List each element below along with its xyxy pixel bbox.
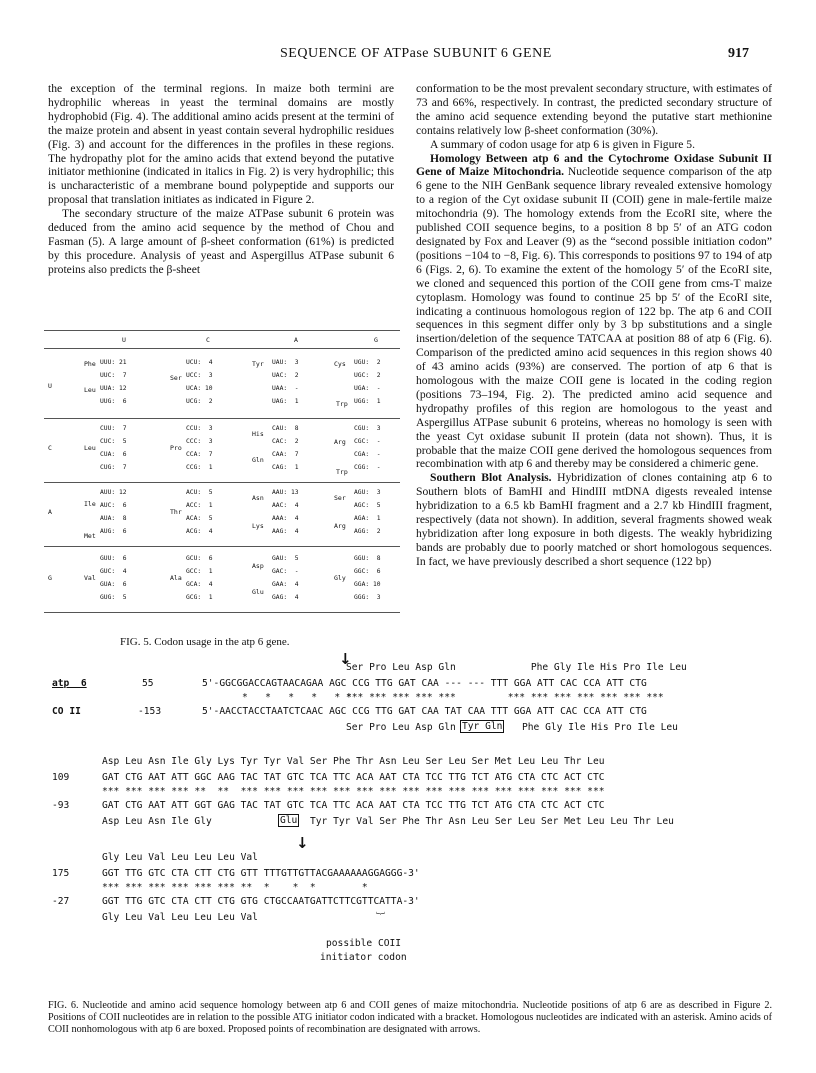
codon-count: UAU: 3 (272, 359, 299, 366)
codon-block (100, 422, 127, 474)
recombination-arrow-icon: ↓ (339, 650, 352, 668)
aa-label: Trp (336, 468, 348, 476)
codon-block (186, 486, 213, 538)
aa-row: Phe Gly Ile His Pro Ile Leu (522, 722, 678, 733)
divider (44, 612, 400, 613)
aa-label: Asn (252, 494, 264, 502)
divider (44, 348, 400, 349)
paragraph (416, 471, 772, 568)
page-header (0, 46, 816, 66)
seq-label: CO II (52, 706, 81, 717)
codon-count: AGG: 2 (354, 528, 381, 535)
codon-usage-table (44, 330, 404, 618)
codon-count: ACC: 1 (186, 502, 213, 509)
aa-row: Gly Leu Val Leu Leu Leu Val (102, 852, 258, 863)
codon-count: CAC: 2 (272, 438, 299, 445)
aa-label: Leu (84, 444, 96, 452)
codon-count: AUG: 6 (100, 528, 127, 535)
paragraph-text: Nucleotide sequence comparison of the atp 6 gene to the NIH GenBank sequence library revealed extensive homology to a region of the Cyt oxidase subunit II (COII) gene in male-fertile maize mitochondria (9). The homology extends from the EcoRI site, where the published COII sequence begins, to a position 8 bp 5′ of an ATG codon designated by Fox and Leaver (9) as the “second possible initiation codon” (positions −104 to −8, Fig. 6). This corresponds to positions 97 to 194 of atp 6 (Figs. 2, 6). To examine the extent of the homology 5′ of the EcoRI site, we cloned and sequenced this portion of the COII gene from cms-T maize cytoplasm. Homology was found to continue 25 bp 5′ of the EcoRI site, indicating a continuous homologous region of 122 bp. The atp 6 and COII sequences in this segment differ only by 3 bp substitutions and a single insertion/deletion of the sequence TATCAA at position 88 of atp 6 (Fig. 6). Comparison of the predicted amino acid sequences in this region shows 40 of 43 amino acids (93%) are conserved. The portion of atp 6 that is homologous with the maize COII gene is located in the coding region (positions 73–194, Fig. 2). The predicted amino acid sequence and hydropathy profiles of this region are homologous to the yeast and Aspergillus ATPase subunit 6 proteins, whereas no homology is seen with the yeast Cyt oxidase subunit II protein (data not shown). Thus, it is probable that the maize COII gene derived the homologous sequences from recombination with atp 6 and thereby may be considered a chimeric gene. (416, 165, 772, 471)
codon-count: UCC: 3 (186, 372, 213, 379)
seq-number: -93 (52, 800, 70, 811)
aa-label: Gly (334, 574, 346, 582)
aa-row: Gly Leu Val Leu Leu Leu Val (102, 912, 258, 923)
aa-row: Tyr Tyr Val Ser Phe Thr Asn Leu Ser Leu Ser Met Leu Leu Thr Leu (310, 816, 674, 827)
aa-label: Lys (252, 522, 264, 530)
codon-count: UUC: 7 (100, 372, 127, 379)
codon-block (100, 356, 127, 408)
codon-count: UUG: 6 (100, 398, 127, 405)
figure-6-caption: FIG. 6. Nucleotide and amino acid sequence homology between atp 6 and COII genes of maize mitochondria. Nucleotide positions of atp 6 are as described in Figure 2. Positions of COII nucleotides are in relation to the possible ATG initiator codon indicated with a bracket. Homologous nucleotides are indicated with an asterisk. Amino acids of COII nonhomologous with atp 6 are boxed. Proposed points of recombination are designated with arrows. (48, 1000, 772, 1036)
aa-row: Asp Leu Asn Ile Gly Lys Tyr Tyr Val Ser Phe Thr Asn Leu Ser Leu Ser Met Leu Leu Thr Leu (102, 756, 605, 767)
codon-count: GCA: 4 (186, 581, 213, 588)
codon-count: CGA: - (354, 451, 381, 458)
codon-block (354, 422, 381, 474)
paragraph: the exception of the terminal regions. In maize both termini are hydrophilic whereas in yeast the terminal domains are mostly hydrophobid (Fig. 4). The additional amino acids present at the termini of the maize protein and absent in yeast contain several hydrophilic residues (Fig. 3) and account for the differences in the profiles in these regions. The hydropathy plot for the amino acids that extend beyond the putative initiator methionine (indicated in italics in Fig. 2) is very hydrophilic; this is uncharacteristic of a membrane bound polypeptide and supports our proposal that translation initiates as indicated in Figure 2. (48, 82, 394, 207)
codon-block (100, 552, 127, 604)
codon-count: UCU: 4 (186, 359, 213, 366)
codon-count: UAC: 2 (272, 372, 299, 379)
paragraph: A summary of codon usage for atp 6 is given in Figure 5. (430, 137, 696, 151)
codon-count: AGU: 3 (354, 489, 381, 496)
codon-count: CUC: 5 (100, 438, 127, 445)
codon-count: GCU: 6 (186, 555, 213, 562)
codon-count: UGC: 2 (354, 372, 381, 379)
codon-count: CAA: 7 (272, 451, 299, 458)
aa-label: Thr (170, 508, 182, 516)
codon-count: AAU: 13 (272, 489, 299, 496)
aa-label: Val (84, 574, 96, 582)
codon-count: GUC: 4 (100, 568, 127, 575)
aa-label: Trp (336, 400, 348, 408)
aa-label: Leu (84, 386, 96, 394)
aa-label: Ile (84, 500, 96, 508)
paragraph-text: Hybridization of clones containing atp 6 to Southern blots of BamHI and HindIII mtDNA digests revealed intense hybridization to a 6.5 kb BamHI fragment and a 2.7 kb HindIII fragment, respectively (data not shown). In addition, several fragments showed weak hybridization after long exposure in both digests. The weakly hybridizing bands are probably due to poorly matched or short homologous sequences. In fact, we have previously described a short sequence (122 bp) (416, 471, 772, 568)
divider (44, 330, 400, 331)
seq-number: 55 (142, 678, 154, 689)
nucleotide-row: 5'-AACCTACCTAATCTCAAC AGC CCG TTG GAT CAA TAT CAA TTT GGA ATT CAC CCA ATT CTG (202, 706, 647, 717)
aa-label: Asp (252, 562, 264, 570)
codon-count: GGA: 10 (354, 581, 381, 588)
codon-count: GGU: 8 (354, 555, 381, 562)
codon-block (354, 356, 381, 408)
codon-count: UCA: 10 (186, 385, 213, 392)
col-header: C (206, 336, 210, 344)
codon-count: CGG: - (354, 464, 381, 471)
divider (44, 418, 400, 419)
figure-5-caption: FIG. 5. Codon usage in the atp 6 gene. (120, 636, 290, 648)
annotation: possible COII (326, 938, 402, 949)
codon-count: GGG: 3 (354, 594, 381, 601)
paragraph (416, 152, 772, 472)
homology-stars: * * * * * * (242, 692, 352, 703)
aa-label: Ala (170, 574, 182, 582)
seq-number: 109 (52, 772, 70, 783)
section-heading: Homology Between atp 6 and the Cytochrome Oxidase Subunit II Gene of Maize Mitochondria. (416, 151, 772, 179)
aa-label: Gln (252, 456, 264, 464)
codon-block (354, 486, 381, 538)
codon-block (186, 552, 213, 604)
codon-count: UAG: 1 (272, 398, 299, 405)
aa-row: Ser Pro Leu Asp Gln (346, 722, 456, 733)
codon-count: AGC: 5 (354, 502, 381, 509)
codon-count: AAC: 4 (272, 502, 299, 509)
codon-count: GAG: 4 (272, 594, 299, 601)
row-header: U (48, 382, 52, 390)
annotation: initiator codon (320, 952, 407, 963)
codon-count: GUU: 6 (100, 555, 127, 562)
row-header: A (48, 508, 52, 516)
codon-count: AGA: 1 (354, 515, 381, 522)
codon-count: UUU: 21 (100, 359, 127, 366)
sequence-alignment-figure (52, 648, 792, 978)
divider (44, 546, 400, 547)
seq-number: -153 (138, 706, 162, 717)
seq-number: -27 (52, 896, 70, 907)
boxed-aa: Tyr Gln (462, 721, 503, 732)
codon-block (272, 422, 299, 474)
homology-stars: *** *** *** *** ** ** *** *** *** *** *** *** *** *** *** *** *** *** *** *** *** *** (102, 786, 605, 797)
section-heading: Southern Blot Analysis. (430, 471, 552, 485)
codon-count: UCG: 2 (186, 398, 213, 405)
aa-label: Cys (334, 360, 346, 368)
codon-count: GUA: 6 (100, 581, 127, 588)
codon-count: GCG: 1 (186, 594, 213, 601)
aa-row: Ser Pro Leu Asp Gln Phe Gly Ile His Pro Ile Leu (346, 662, 687, 673)
codon-count: CUA: 6 (100, 451, 127, 458)
col-header: A (294, 336, 298, 344)
divider (44, 482, 400, 483)
codon-count: AUC: 6 (100, 502, 127, 509)
codon-count: ACG: 4 (186, 528, 213, 535)
homology-stars: *** *** *** *** *** *** *** *** *** *** *** *** (346, 692, 664, 703)
col-header: U (122, 336, 126, 344)
codon-count: CUG: 7 (100, 464, 127, 471)
aa-label: Phe (84, 360, 96, 368)
nucleotide-row: GGT TTG GTC CTA CTT CTG GTT TTTGTTGTTACGAAAAAAGGAGGG-3' (102, 868, 420, 879)
aa-label: Glu (252, 588, 264, 596)
codon-count: CCA: 7 (186, 451, 213, 458)
codon-count: CAG: 1 (272, 464, 299, 471)
aa-label: Ser (170, 374, 182, 382)
codon-count: UUA: 12 (100, 385, 127, 392)
codon-count: GAU: 5 (272, 555, 299, 562)
nucleotide-row: GAT CTG AAT ATT GGT GAG TAC TAT GTC TCA TTC ACA AAT CTA TCC TTG TCT ATG CTA CTC ACT CTC (102, 800, 605, 811)
nucleotide-row: GGT TTG GTC CTA CTT CTG GTG CTGCCAATGATTCTTCGTTCATTA-3' (102, 896, 420, 907)
recombination-arrow-icon: ↓ (296, 834, 309, 852)
codon-block (100, 486, 127, 538)
aa-label: Arg (334, 438, 346, 446)
codon-count: AUU: 12 (100, 489, 127, 496)
codon-count: UAA: - (272, 385, 299, 392)
running-title: SEQUENCE OF ATPase SUBUNIT 6 GENE (280, 46, 552, 61)
codon-count: AUA: 8 (100, 515, 127, 522)
codon-block (186, 356, 213, 408)
codon-count: GGC: 6 (354, 568, 381, 575)
codon-block (354, 552, 381, 604)
codon-count: UGA: - (354, 385, 381, 392)
right-column (416, 82, 772, 569)
codon-block (272, 486, 299, 538)
codon-count: GAA: 4 (272, 581, 299, 588)
seq-label: atp 6 (52, 678, 87, 689)
boxed-aa: Glu (280, 815, 298, 826)
paragraph: conformation to be the most prevalent secondary structure, with estimates of 73 and 66%, respectively. In contrast, the predicted secondary structure of the amino acid sequence extending beyond the putative start methionine contains relatively low β-sheet conformation (30%). (416, 82, 772, 137)
aa-label: Pro (170, 444, 182, 452)
aa-label: His (252, 430, 264, 438)
paragraph: The secondary structure of the maize ATPase subunit 6 protein was deduced from the amino acid sequence by the method of Chou and Fasman (5). A large amount of β-sheet conformation (61%) is predicted by this procedure. Analysis of yeast and Aspergillus ATPase subunit 6 proteins also predicts the β-sheet (48, 207, 394, 276)
codon-count: UGG: 1 (354, 398, 381, 405)
col-header: G (374, 336, 378, 344)
codon-count: AAA: 4 (272, 515, 299, 522)
page-number: 917 (728, 46, 749, 61)
codon-count: CCG: 1 (186, 464, 213, 471)
aa-row: Asp Leu Asn Ile Gly (102, 816, 212, 827)
initiator-bracket-icon: ︸ (376, 913, 386, 923)
codon-count: GCC: 1 (186, 568, 213, 575)
seq-number: 175 (52, 868, 70, 879)
codon-block (272, 552, 299, 604)
aa-label: Met (84, 532, 96, 540)
codon-count: UGU: 2 (354, 359, 381, 366)
codon-count: ACA: 5 (186, 515, 213, 522)
codon-block (272, 356, 299, 408)
left-column (48, 82, 394, 277)
codon-count: CGC: - (354, 438, 381, 445)
codon-count: CCC: 3 (186, 438, 213, 445)
aa-label: Tyr (252, 360, 264, 368)
codon-count: AAG: 4 (272, 528, 299, 535)
codon-count: CGU: 3 (354, 425, 381, 432)
nucleotide-row: GAT CTG AAT ATT GGC AAG TAC TAT GTC TCA TTC ACA AAT CTA TCC TTG TCT ATG CTA CTC ACT CTC (102, 772, 605, 783)
codon-count: CCU: 3 (186, 425, 213, 432)
codon-count: CUU: 7 (100, 425, 127, 432)
codon-count: GUG: 5 (100, 594, 127, 601)
codon-block (186, 422, 213, 474)
codon-count: GAC: - (272, 568, 299, 575)
homology-stars: *** *** *** *** *** *** ** * * * * (102, 882, 368, 893)
aa-label: Arg (334, 522, 346, 530)
nucleotide-row: 5'-GGCGGACCAGTAACAGAA AGC CCG TTG GAT CAA --- --- TTT GGA ATT CAC CCA ATT CTG (202, 678, 647, 689)
codon-count: ACU: 5 (186, 489, 213, 496)
row-header: G (48, 574, 52, 582)
row-header: C (48, 444, 52, 452)
aa-label: Ser (334, 494, 346, 502)
codon-count: CAU: 8 (272, 425, 299, 432)
